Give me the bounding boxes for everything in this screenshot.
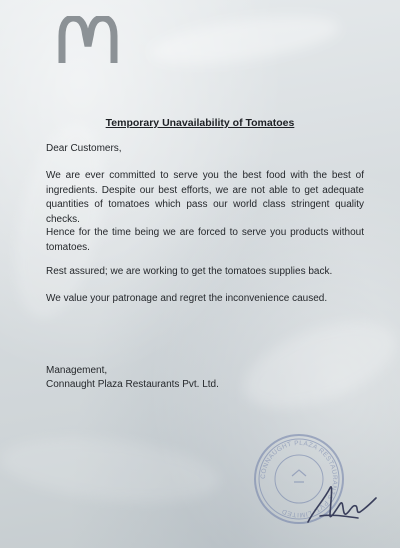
paragraph-without-tomatoes: Hence for the time being we are forced to serve you products without tomatoes. (46, 227, 364, 253)
paragraph-commitment: We are ever committed to serve you the best food with the best of ingredients. Despite our best efforts, we are not able to get adequate quantities of tomatoes which pass our world class stringent quality checks. (46, 170, 364, 225)
signature-icon (300, 470, 380, 530)
mcdonalds-logo-icon (58, 16, 118, 64)
sign-off: Management, (46, 365, 108, 376)
salutation: Dear Customers, (46, 143, 122, 154)
paragraph-patronage: We value your patronage and regret the inconvenience caused. (46, 293, 328, 304)
plastic-sheen (0, 429, 223, 512)
plastic-sheen (148, 7, 342, 73)
svg-text:CONNAUGHT PLAZA RESTAURANTS PV: CONNAUGHT PLAZA RESTAURANTS PVT. LIMITED (259, 439, 339, 519)
notice-title: Temporary Unavailability of Tomatoes (105, 117, 295, 129)
company-name: Connaught Plaza Restaurants Pvt. Ltd. (46, 379, 219, 390)
paragraph-rest-assured: Rest assured; we are working to get the tomatoes supplies back. (46, 266, 333, 277)
